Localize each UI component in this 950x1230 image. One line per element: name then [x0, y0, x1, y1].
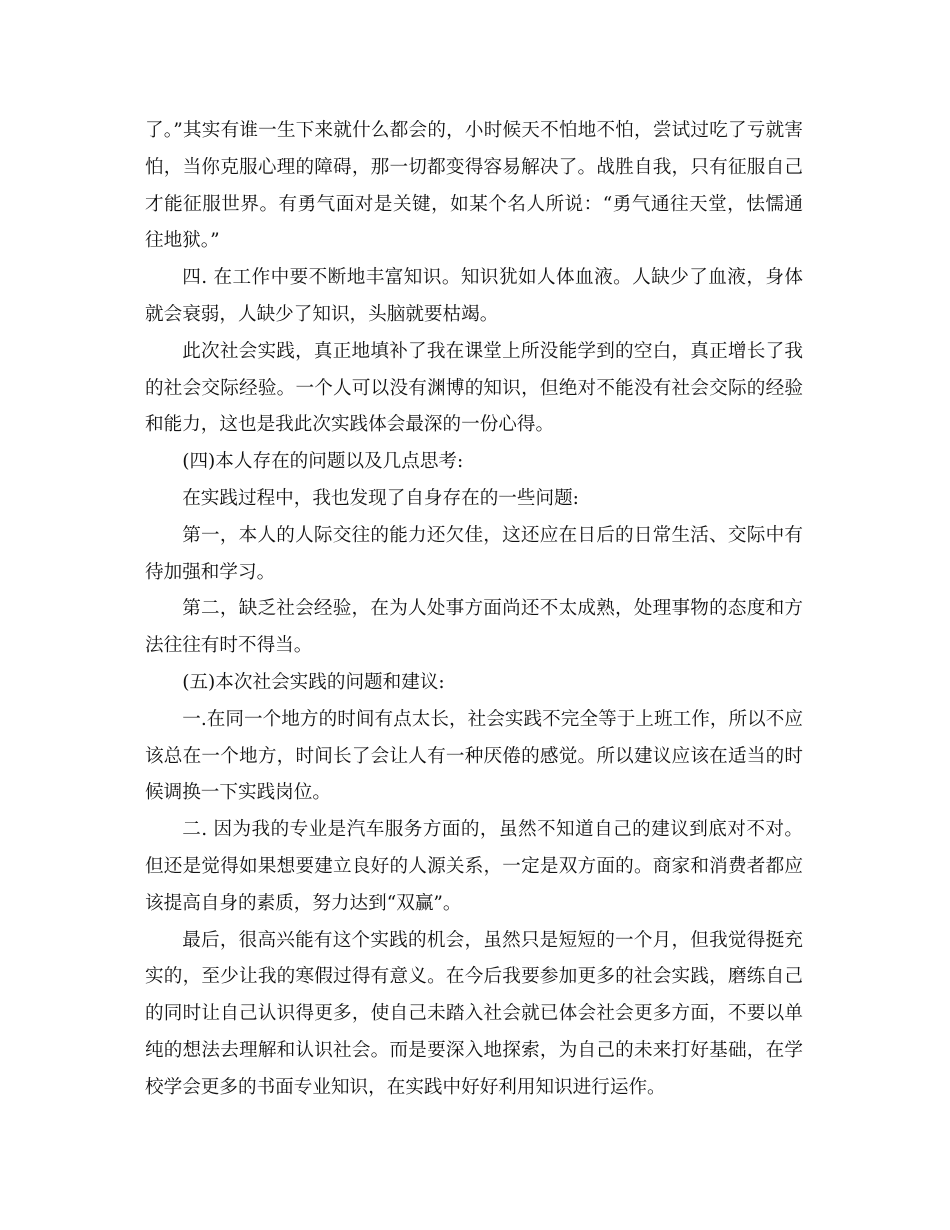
paragraph-5: 在实践过程中，我也发现了自身存在的一些问题: — [182, 487, 579, 509]
paragraph-10: 二. 因为我的专业是汽车服务方面的，虽然不知道自己的建议到底对不对。但还是觉得如果想要建立良好的人源关系，一定是双方面的。商家和消费者都应该提高自身的素质，努力达到“双赢”。 — [145, 819, 803, 914]
paragraph-3: 此次社会实践，真正地填补了我在课堂上所没能学到的空白，真正增长了我的社会交际经验。一个人可以没有渊博的知识，但绝对不能没有社会交际的经验和能力，这也是我此次实践体会最深的一份心得。 — [145, 340, 803, 436]
paragraph-6: 第一，本人的人际交往的能力还欠佳，这还应在日后的日常生活、交际中有待加强和学习。 — [145, 524, 803, 583]
section-heading-5: (五)本次社会实践的问题和建议: — [182, 671, 445, 693]
paragraph-11: 最后，很高兴能有这个实践的机会，虽然只是短短的一个月，但我觉得挺充实的，至少让我的寒假过得有意义。在今后我要参加更多的社会实践，磨练自己的同时让自己认识得更多，使自己未踏入社会就已体会社会更多方面，不要以单纯的想法去理解和认识社会。而是要深入地探索，为自己的未来打好基础，在学校学会更多的书面专业知识，在实践中好好利用知识进行运作。 — [145, 929, 803, 1098]
paragraph-2: 四. 在工作中要不断地丰富知识。知识犹如人体血液。人缺少了血液，身体就会衰弱，人缺少了知识，头脑就要枯竭。 — [145, 267, 803, 325]
paragraph-1: 了。”其实有谁一生下来就什么都会的，小时候天不怕地不怕，尝试过吃了亏就害怕，当你克服心理的障碍，那一切都变得容易解决了。战胜自我，只有征服自己才能征服世界。有勇气面对是关键，如某个名人所说：“勇气通往天堂，怯懦通往地狱。” — [145, 120, 803, 252]
paragraph-9: 一.在同一个地方的时间有点太长，社会实践不完全等于上班工作，所以不应该总在一个地方，时间长了会让人有一种厌倦的感觉。所以建议应该在适当的时候调换一下实践岗位。 — [145, 708, 803, 804]
section-heading-4: (四)本人存在的问题以及几点思考: — [182, 451, 464, 473]
paragraph-7: 第二，缺乏社会经验，在为人处事方面尚还不太成熟，处理事物的态度和方法往往有时不得当。 — [145, 598, 803, 657]
document-page — [145, 113, 803, 1107]
